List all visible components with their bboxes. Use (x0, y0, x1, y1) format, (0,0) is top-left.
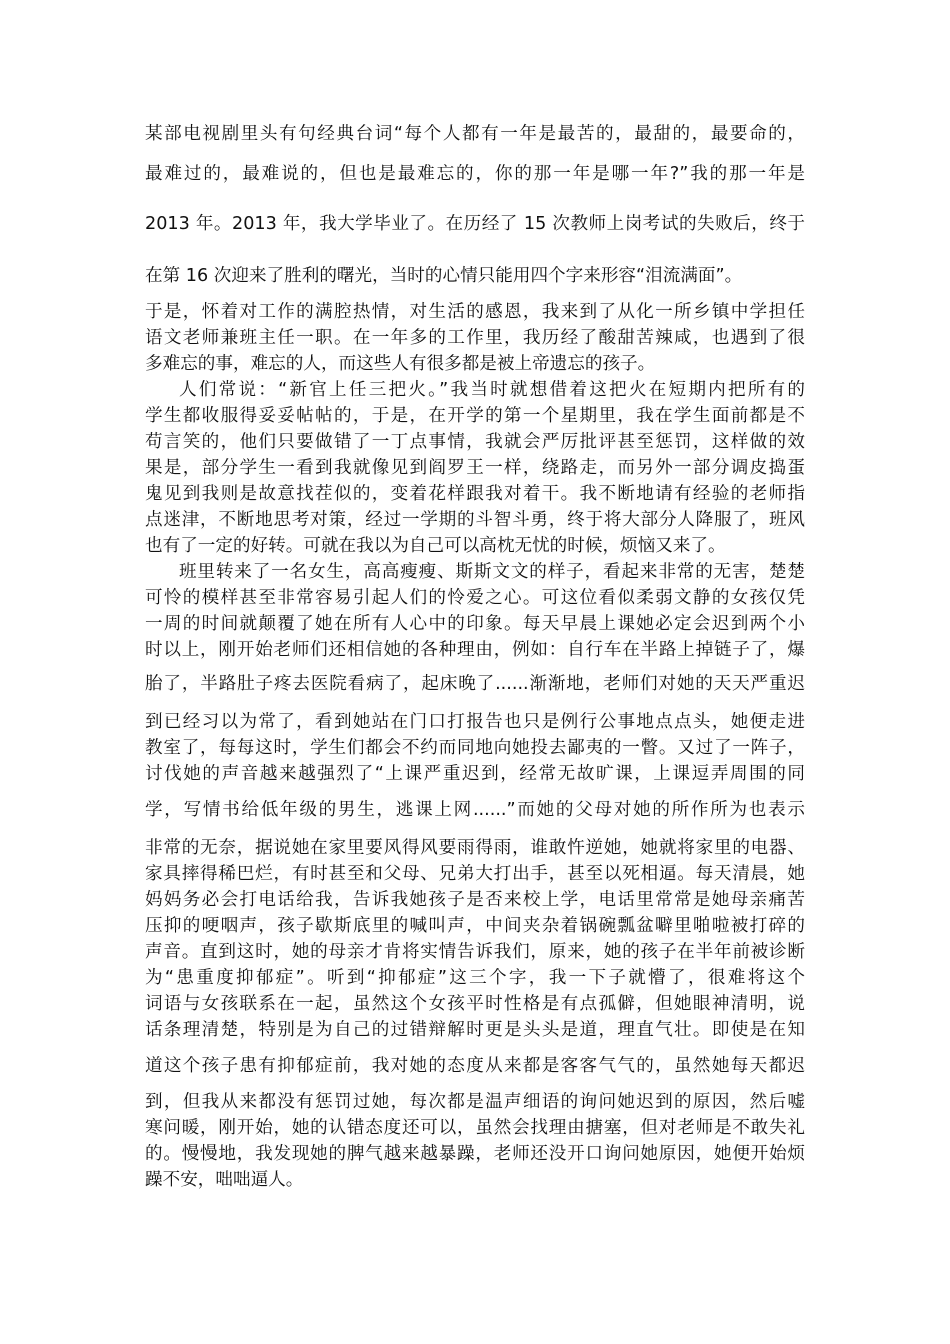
text-line: 教室了，每每这时，学生们都会不约而同地向她投去鄙夷的一瞥。又过了一阵子， (145, 738, 805, 758)
text-line: 的。慢慢地，我发现她的脾气越来越暴躁，老师还没开口询问她原因，她便开始烦 (145, 1144, 805, 1164)
text-line: 妈妈务必会打电话给我，告诉我她孩子是否来校上学，电话里常常是她母亲痛苦 (145, 890, 805, 910)
text-line: 学生都收服得妥妥帖帖的，于是，在开学的第一个星期里，我在学生面前都是不 (145, 406, 805, 426)
text-line: 也有了一定的好转。可就在我以为自己可以高枕无忧的时候，烦恼又来了。 (145, 536, 726, 556)
text-line: 声音。直到这时，她的母亲才肯将实情告诉我们，原来，她的孩子在半年前被诊断 (145, 942, 805, 962)
text-line: 话条理清楚，特别是为自己的过错辩解时更是头头是道，理直气壮。即使是在知 (145, 1020, 805, 1040)
text-line: 人们常说：“新官上任三把火。”我当时就想借着这把火在短期内把所有的 (179, 380, 805, 400)
text-line: 为“患重度抑郁症”。听到“抑郁症”这三个字，我一下子就懵了，很难将这个 (145, 968, 805, 988)
text-line: 道这个孩子患有抑郁症前，我对她的态度从来都是客客气气的，虽然她每天都迟 (145, 1056, 805, 1076)
text-line: 词语与女孩联系在一起，虽然这个女孩平时性格是有点孤僻，但她眼神清明，说 (145, 994, 805, 1014)
text-line: 到，但我从来都没有惩罚过她，每次都是温声细语的询问她迟到的原因，然后嘘 (145, 1092, 805, 1112)
text-line: 非常的无奈，据说她在家里要风得风要雨得雨，谁敢忤逆她，她就将家里的电器、 (145, 838, 805, 858)
text-line: 在第 16 次迎来了胜利的曙光，当时的心情只能用四个字来形容“泪流满面”。 (145, 266, 743, 286)
text-line: 果是，部分学生一看到我就像见到阎罗王一样，绕路走，而另外一部分调皮捣蛋 (145, 458, 805, 478)
text-line: 躁不安，咄咄逼人。 (145, 1170, 304, 1190)
text-line: 2013 年。2013 年，我大学毕业了。在历经了 15 次教师上岗考试的失败后，终于 (145, 214, 805, 234)
text-line: 某部电视剧里头有句经典台词“每个人都有一年是最苦的，最甜的，最要命的， (145, 124, 805, 144)
text-line: 压抑的哽咽声，孩子歇斯底里的喊叫声，中间夹杂着锅碗瓢盆噼里啪啦被打碎的 (145, 916, 805, 936)
text-line: 学，写情书给低年级的男生，逃课上网......”而她的父母对她的所作所为也表示 (145, 800, 805, 820)
text-line: 多难忘的事，难忘的人，而这些人有很多都是被上帝遗忘的孩子。 (145, 354, 656, 374)
text-line: 最难过的，最难说的，但也是最难忘的，你的那一年是哪一年?”我的那一年是 (145, 164, 805, 184)
text-line: 胎了，半路肚子疼去医院看病了，起床晚了......渐渐地，老师们对她的天天严重迟 (145, 674, 805, 694)
text-line: 到已经习以为常了，看到她站在门口打报告也只是例行公事地点点头，她便走进 (145, 712, 805, 732)
text-line: 可怜的模样甚至非常容易引起人们的怜爱之心。可这位看似柔弱文静的女孩仅凭 (145, 588, 805, 608)
text-line: 于是，怀着对工作的满腔热情，对生活的感恩，我来到了从化一所乡镇中学担任 (145, 302, 805, 322)
text-line: 讨伐她的声音越来越强烈了“上课严重迟到，经常无故旷课，上课逗弄周围的同 (145, 764, 805, 784)
text-line: 苟言笑的，他们只要做错了一丁点事情，我就会严厉批评甚至惩罚，这样做的效 (145, 432, 805, 452)
text-line: 点迷津，不断地思考对策，经过一学期的斗智斗勇，终于将大部分人降服了，班风 (145, 510, 805, 530)
text-line: 时以上，刚开始老师们还相信她的各种理由，例如：自行车在半路上掉链子了，爆 (145, 640, 805, 660)
text-line: 一周的时间就颠覆了她在所有人心中的印象。每天早晨上课她必定会迟到两个小 (145, 614, 805, 634)
text-line: 家具摔得稀巴烂，有时甚至和父母、兄弟大打出手，甚至以死相逼。每天清晨，她 (145, 864, 805, 884)
text-line: 语文老师兼班主任一职。在一年多的工作里，我历经了酸甜苦辣咸，也遇到了很 (145, 328, 805, 348)
text-line: 鬼见到我则是故意找茬似的，变着花样跟我对着干。我不断地请有经验的老师指 (145, 484, 805, 504)
text-line: 班里转来了一名女生，高高瘦瘦、斯斯文文的样子，看起来非常的无害，楚楚 (179, 562, 805, 582)
text-line: 寒问暖，刚开始，她的认错态度还可以，虽然会找理由搪塞，但对老师是不敢失礼 (145, 1118, 805, 1138)
